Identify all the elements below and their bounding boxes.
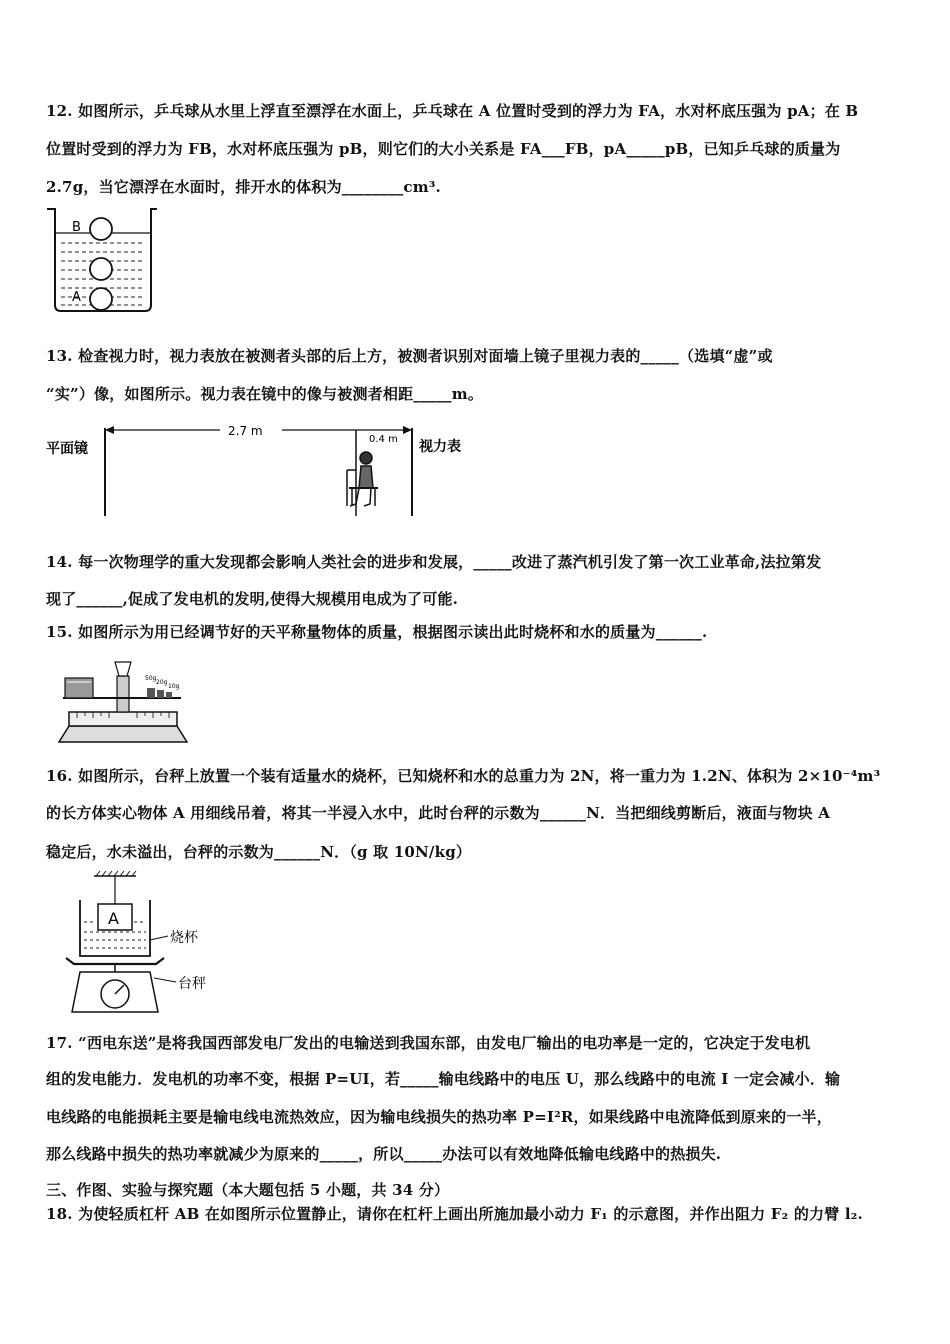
q13-distance-main: 2.7 m xyxy=(228,424,263,438)
q16-scale-label: 台秤 xyxy=(178,976,206,992)
q17-line-4: 那么线路中损失的热功率就减少为原来的_____，所以_____办法可以有效地降低输电线路中的热损失. xyxy=(46,1145,722,1163)
q17-number: 17. xyxy=(46,1034,73,1052)
q12-label-b: B xyxy=(72,220,81,235)
q16-number: 16. xyxy=(46,767,73,785)
q16-text-1: 如图所示，台秤上放置一个装有适量水的烧杯，已知烧杯和水的总重力为 2N，将一重力为 1.2N、体积为 2×10⁻⁴m³ xyxy=(78,767,881,785)
q12-text-1: 如图所示，乒乓球从水里上浮直至漂浮在水面上，乒乓球在 A 位置时受到的浮力为 FA，水对杯底压强为 pA；在 B xyxy=(78,102,859,120)
q16-scale-figure xyxy=(60,870,235,1018)
q12-label-a: A xyxy=(72,290,81,305)
q16-line-1 xyxy=(46,766,880,786)
q12-number: 12. xyxy=(46,102,73,120)
q13-mirror-label: 平面镜 xyxy=(46,441,88,457)
q13-line-2: “实”）像，如图所示。视力表在镜中的像与被测者相距_____m。 xyxy=(46,385,484,403)
q15-weight-label-1: 50g xyxy=(145,675,157,682)
q16-line-3: 稳定后，水未溢出，台秤的示数为______N．（g 取 10N/kg） xyxy=(46,843,472,861)
q16-line-2: 的长方体实心物体 A 用细线吊着，将其一半浸入水中，此时台秤的示数为______N．当把细线剪断后，液面与物块 A xyxy=(46,804,831,822)
q16-beaker-label: 烧杯 xyxy=(170,930,198,946)
q15-weight-label-2: 20g xyxy=(156,679,168,686)
q17-text-1: “西电东送”是将我国西部发电厂发出的电输送到我国东部，由发电厂输出的电功率是一定的，它决定于发电机 xyxy=(78,1034,811,1052)
q13-seated-person xyxy=(347,452,378,506)
q18-number: 18. xyxy=(46,1205,73,1223)
q12-beaker-figure xyxy=(45,205,160,315)
q13-eye-test-figure xyxy=(44,418,474,520)
q18-line-1 xyxy=(46,1204,863,1224)
q13-text-1: 检查视力时，视力表放在被测者头部的后上方，被测者识别对面墙上镜子里视力表的_____（选填“虚”或 xyxy=(78,347,773,365)
q12-line-1 xyxy=(46,101,858,121)
q13-number: 13. xyxy=(46,347,73,365)
q12-line-3: 2.7g，当它漂浮在水面时，排开水的体积为________cm³. xyxy=(46,178,441,196)
q15-line-1 xyxy=(46,622,707,642)
q17-line-3: 电线路的电能损耗主要是输电线电流热效应，因为输电线损失的热功率 P=I²R，如果线路中电流降低到原来的一半， xyxy=(46,1108,832,1126)
q12-line-2: 位置时受到的浮力为 FB，水对杯底压强为 pB，则它们的大小关系是 FA___FB，pA_____pB，已知乒乓球的质量为 xyxy=(46,140,841,158)
q13-distance-small: 0.4 m xyxy=(369,434,398,445)
q17-line-1 xyxy=(46,1033,810,1053)
q14-text-1: 每一次物理学的重大发现都会影响人类社会的进步和发展，_____改进了蒸汽机引发了第一次工业革命,法拉第发 xyxy=(78,553,822,571)
q15-text-1: 如图所示为用已经调节好的天平称量物体的质量，根据图示读出此时烧杯和水的质量为______. xyxy=(78,623,708,641)
q14-line-2: 现了______,促成了发电机的发明,使得大规模用电成为了可能. xyxy=(46,590,459,608)
q13-chart-label: 视力表 xyxy=(419,439,461,455)
section3-heading: 三、作图、实验与探究题（本大题包括 5 小题，共 34 分） xyxy=(46,1181,450,1199)
q15-balance-figure xyxy=(55,650,190,745)
q14-line-1 xyxy=(46,552,821,572)
q16-block-label: A xyxy=(108,909,119,928)
q14-number: 14. xyxy=(46,553,73,571)
q17-line-2: 组的发电能力．发电机的功率不变，根据 P=UI，若_____输电线路中的电压 U，那么线路中的电流 I 一定会减小．输 xyxy=(46,1070,841,1088)
q18-text-1: 为使轻质杠杆 AB 在如图所示位置静止，请你在杠杆上画出所施加最小动力 F₁ 的示意图，并作出阻力 F₂ 的力臂 l₂. xyxy=(78,1205,863,1223)
q15-number: 15. xyxy=(46,623,73,641)
q13-line-1 xyxy=(46,346,773,366)
q15-weight-label-3: 10g xyxy=(168,683,180,690)
